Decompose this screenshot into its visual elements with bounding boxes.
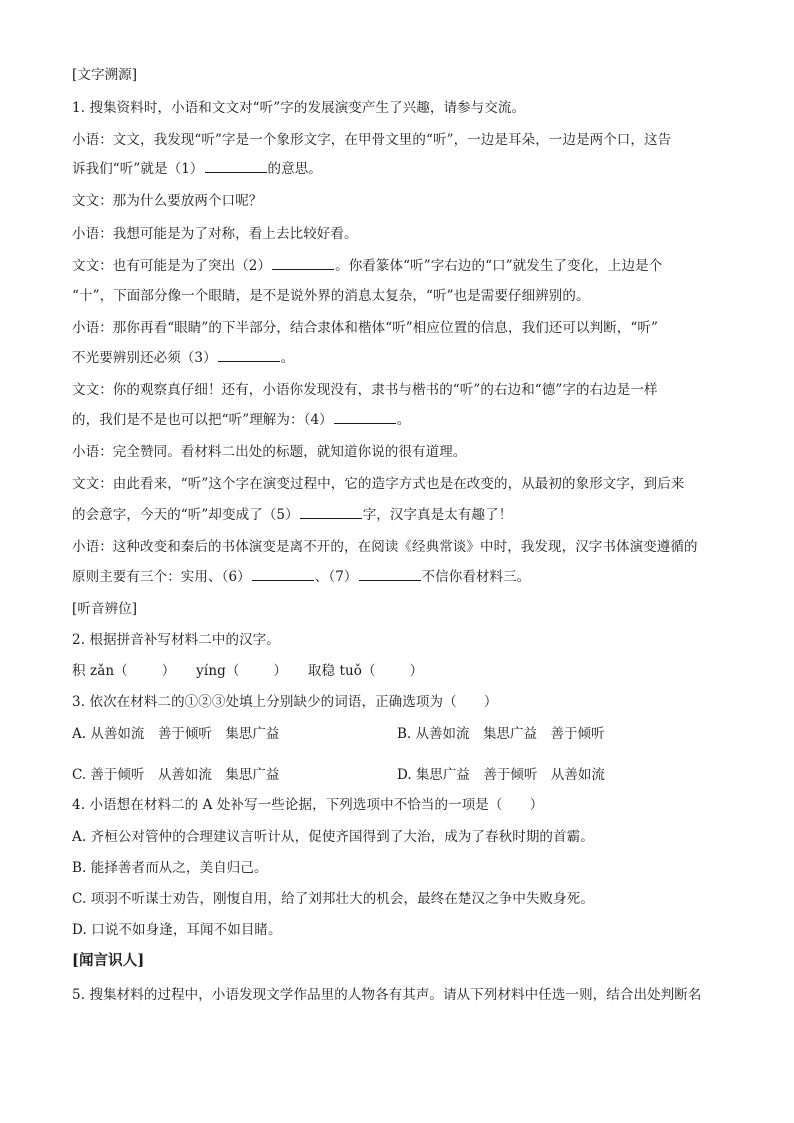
pinyin-close: ） <box>161 663 176 679</box>
question-1-stem: 1. 搜集资料时，小语和文文对“听”字的发展演变产生了兴趣，请参与交流。 <box>72 100 526 116</box>
dialogue-line: 小语：完全赞同。看材料二出处的标题，就知道你说的很有道理。 <box>72 444 467 460</box>
dialogue-line: 文文：你的观察真仔细！还有，小语你发现没有，隶书与楷书的“听”的右边和“德”字的右边是一样 <box>72 382 658 398</box>
dialogue-text: 的会意字，今天的“听”却变成了（5） <box>72 507 299 523</box>
dialogue-text: 不信你看材料三。 <box>421 569 531 585</box>
choice-option-c[interactable]: C. 项羽不听谋士劝告，刚愎自用，给了刘邦壮大的机会，最终在楚汉之争中失败身死。 <box>72 891 594 907</box>
question-5-stem: 5. 搜集材料的过程中，小语发现文学作品里的人物各有其声。请从下列材料中任选一则，结合出处判断名 <box>72 987 702 1003</box>
pinyin-prompt: 取稳 tuǒ（ <box>307 663 376 679</box>
question-3-stem: 3. 依次在材料二的①②③处填上分别缺少的词语，正确选项为（ ） <box>72 694 498 710</box>
dialogue-text: 的意思。 <box>267 161 322 177</box>
pinyin-close: ） <box>409 663 424 679</box>
answer-blank-5[interactable] <box>300 506 362 519</box>
answer-blank-6[interactable] <box>252 568 314 581</box>
dialogue-line: 文文：由此看来，“听”这个字在演变过程中，它的造字方式也是在改变的，从最初的象形文字，到后来 <box>72 476 685 492</box>
section-title-tingyin: [听音辨位] <box>72 601 138 617</box>
dialogue-text: 文文：也有可能是为了突出（2） <box>72 258 272 274</box>
dialogue-text: 的，我们是不是也可以把“听”理解为：（4） <box>72 412 333 428</box>
choice-option-c[interactable]: C. 善于倾听 从善如流 集思广益 <box>72 767 280 783</box>
section-title-wenzi: [文字溯源] <box>72 67 138 83</box>
dialogue-line: 小语：那你再看“眼睛”的下半部分，结合隶体和楷体“听”相应位置的信息，我们还可以判断，“听” <box>72 320 659 336</box>
dialogue-text: 原则主要有三个：实用、（6） <box>72 569 251 585</box>
dialogue-line: 小语：我想可能是为了对称，看上去比较好看。 <box>72 226 358 242</box>
dialogue-line <box>72 411 410 429</box>
answer-blank-3[interactable] <box>218 349 280 362</box>
choice-option-a[interactable]: A. 齐桓公对管仲的合理建议言听计从，促使齐国得到了大治，成为了春秋时期的首霸。 <box>72 829 594 845</box>
choice-option-b[interactable]: B. 从善如流 集思广益 善于倾听 <box>397 726 605 742</box>
dialogue-text: 、（7） <box>314 569 358 585</box>
dialogue-text: 。你看篆体“听”字右边的“口”就发生了变化，上边是个 <box>335 258 663 274</box>
pinyin-prompt: yíng（ <box>196 663 240 679</box>
dialogue-line: 文文：那为什么要放两个口呢？ <box>72 193 263 209</box>
answer-blank-1[interactable] <box>205 160 267 173</box>
choice-option-a[interactable]: A. 从善如流 善于倾听 集思广益 <box>72 726 280 742</box>
dialogue-line <box>72 568 530 586</box>
question-2-stem: 2. 根据拼音补写材料二中的汉字。 <box>72 632 280 648</box>
dialogue-text: 诉我们“听”就是（1） <box>72 161 204 177</box>
choice-option-d[interactable]: D. 集思广益 善于倾听 从善如流 <box>397 767 605 783</box>
dialogue-line: 小语：文文，我发现“听”字是一个象形文字，在甲骨文里的“听”，一边是耳朵，一边是两个口，这告 <box>72 132 672 148</box>
choice-option-b[interactable]: B. 能择善者而从之，美自归己。 <box>72 860 268 876</box>
choice-option-d[interactable]: D. 口说不如身逢，耳闻不如目睹。 <box>72 922 282 938</box>
dialogue-line <box>72 257 662 275</box>
answer-blank-2[interactable] <box>272 257 334 270</box>
dialogue-text: 。 <box>280 350 295 366</box>
dialogue-text: 字，汉字真是太有趣了！ <box>362 507 513 523</box>
pinyin-close: ） <box>273 663 288 679</box>
answer-blank-7[interactable] <box>359 568 421 581</box>
answer-blank-4[interactable] <box>334 411 396 424</box>
dialogue-line: “十”，下面部分像一个眼睛，是不是说外界的消息太复杂，“听”也是需要仔细辨别的。 <box>72 288 590 304</box>
dialogue-line <box>72 506 512 524</box>
dialogue-text: 不光要辨别还必须（3） <box>72 350 217 366</box>
dialogue-line: 小语：这种改变和秦后的书体演变是离不开的，在阅读《经典常谈》中时，我发现，汉字书体演变遵循的 <box>72 539 698 555</box>
dialogue-line <box>72 349 294 367</box>
question-4-stem: 4. 小语想在材料二的 A 处补写一些论据，下列选项中不恰当的一项是（ ） <box>72 797 544 813</box>
pinyin-row <box>72 662 423 680</box>
section-title-wenyan: [闻言识人] <box>72 952 145 969</box>
dialogue-text: 。 <box>396 412 411 428</box>
pinyin-prompt: 积 zǎn（ <box>72 663 128 679</box>
dialogue-line <box>72 160 322 178</box>
